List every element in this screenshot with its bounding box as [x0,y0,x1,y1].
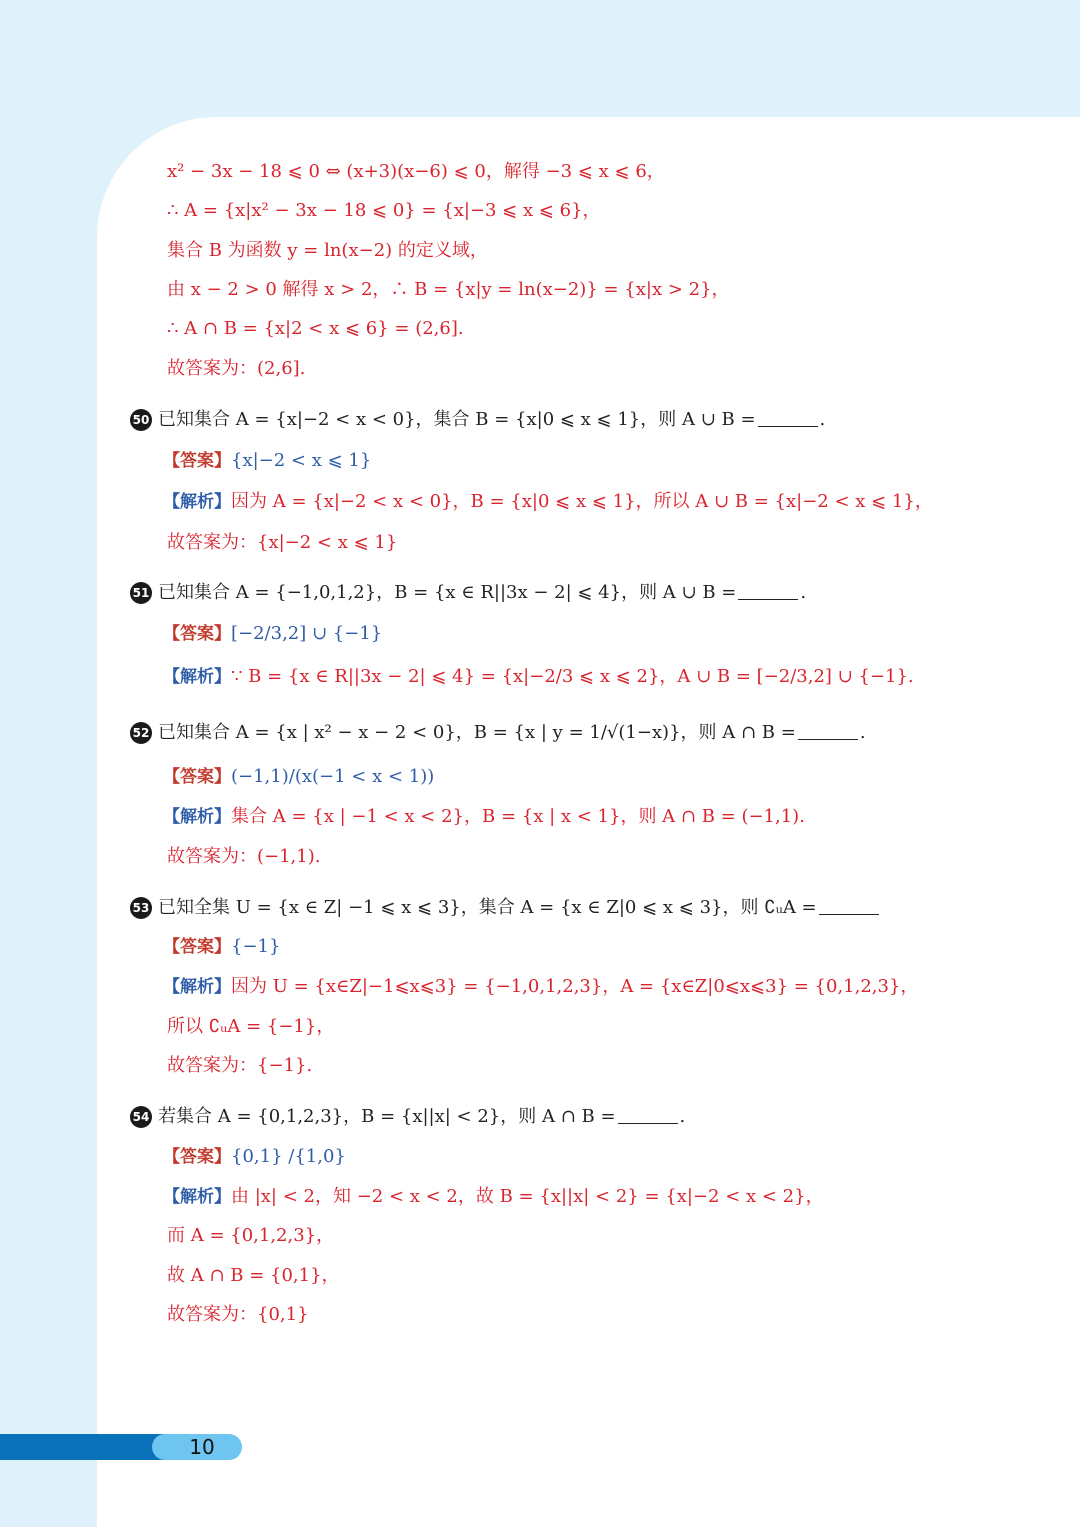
answer-line [163,1145,346,1169]
solution-line: 由 x − 2 > 0 解得 x > 2，∴ B = {x|y = ln(x−2)} = {x|x > 2}， [167,279,730,300]
analysis-line [163,975,918,999]
answer-value: (−1,1)/(x(−1 < x < 1)) [231,766,435,787]
question-54: 54 若集合 A = {0,1,2,3}，B = {x||x| < 2}，则 A ∩ B = . [130,1105,685,1129]
question-text: 已知集合 A = {x|−2 < x < 0}，集合 B = {x|0 ⩽ x ⩽ 1}，则 A ∪ B = [158,409,756,430]
question-number-badge: 54 [130,1106,152,1128]
analysis-text: 因为 U = {x∈Z|−1⩽x⩽3} = {−1,0,1,2,3}，A = {x∈Z|0⩽x⩽3} = {0,1,2,3}， [231,976,919,997]
answer-blank [798,725,858,740]
analysis-tag: 【解析】 [163,1187,231,1207]
page-number-bar [0,1434,170,1460]
final-answer-line: 故答案为：{−1}. [167,1055,313,1076]
page-number: 10 [189,1435,215,1459]
answer-blank [738,585,798,600]
answer-value: {x|−2 < x ⩽ 1} [231,450,372,471]
analysis-line [163,490,933,514]
question-51: 51 已知集合 A = {−1,0,1,2}，B = {x ∈ R||3x − 2| ⩽ 4}，则 A ∪ B = . [130,581,806,605]
question-text: 若集合 A = {0,1,2,3}，B = {x||x| < 2}，则 A ∩ B = [158,1106,616,1127]
solution-line: x² − 3x − 18 ⩽ 0 ⇔ (x+3)(x−6) ⩽ 0，解得 −3 ⩽ x ⩽ 6， [167,161,665,182]
answer-blank [819,900,879,915]
answer-line [163,449,371,473]
solution-line: 而 A = {0,1,2,3}， [167,1225,335,1246]
answer-tag: 【答案】 [163,937,231,957]
question-text: 已知集合 A = {−1,0,1,2}，B = {x ∈ R||3x − 2| ⩽ 4}，则 A ∪ B = [158,582,737,603]
answer-tag: 【答案】 [163,767,231,787]
solution-line: 故 A ∩ B = {0,1}， [167,1265,340,1286]
analysis-tag: 【解析】 [163,977,231,997]
question-52: 52 已知集合 A = {x | x² − x − 2 < 0}，B = {x | y = 1/√(1−x)}，则 A ∩ B = . [130,721,866,745]
analysis-tag: 【解析】 [163,807,231,827]
analysis-line [163,1185,824,1209]
final-answer-line: 故答案为：(−1,1). [167,846,321,867]
question-text: 已知全集 U = {x ∈ Z| −1 ⩽ x ⩽ 3}，集合 A = {x ∈ Z|0 ⩽ x ⩽ 3}，则 ∁ᵤA = [158,897,817,918]
solution-line: ∴ A = {x|x² − 3x − 18 ⩽ 0} = {x|−3 ⩽ x ⩽ 6}， [167,200,601,221]
answer-line [163,935,280,959]
answer-tag: 【答案】 [163,1147,231,1167]
answer-line [163,622,382,646]
answer-value: [−2/3,2] ∪ {−1} [231,623,383,644]
answer-line [163,765,434,789]
answer-value: {0,1} /{1,0} [231,1146,346,1167]
solution-line: 集合 B 为函数 y = ln(x−2) 的定义域， [167,240,488,261]
question-number-badge: 52 [130,722,152,744]
answer-tag: 【答案】 [163,451,231,471]
analysis-tag: 【解析】 [163,492,231,512]
analysis-text: 集合 A = {x | −1 < x < 2}，B = {x | x < 1}，则 A ∩ B = (−1,1). [231,806,805,827]
analysis-line [163,805,805,829]
question-number-badge: 51 [130,582,152,604]
question-text: 已知集合 A = {x | x² − x − 2 < 0}，B = {x | y = 1/√(1−x)}，则 A ∩ B = [158,722,796,743]
answer-value: {−1} [231,936,281,957]
analysis-text: 由 |x| < 2，知 −2 < x < 2，故 B = {x||x| < 2} = {x|−2 < x < 2}， [231,1186,824,1207]
question-number-badge: 53 [130,897,152,919]
answer-blank [758,412,818,427]
final-answer-line: 故答案为：{0,1} [167,1304,309,1325]
question-number-badge: 50 [130,409,152,431]
solution-line: ∴ A ∩ B = {x|2 < x ⩽ 6} = (2,6]. [167,318,464,339]
analysis-text: 因为 A = {x|−2 < x < 0}，B = {x|0 ⩽ x ⩽ 1}，所以 A ∪ B = {x|−2 < x ⩽ 1}， [231,491,933,512]
analysis-line [163,665,914,689]
answer-blank [618,1109,678,1124]
question-53 [130,896,881,920]
final-answer-line: 故答案为：(2,6]. [167,358,306,379]
analysis-text: ∵ B = {x ∈ R||3x − 2| ⩽ 4} = {x|−2/3 ⩽ x ⩽ 2}，A ∪ B = [−2/3,2] ∪ {−1}. [231,666,914,687]
answer-tag: 【答案】 [163,624,231,644]
question-50: 50 已知集合 A = {x|−2 < x < 0}，集合 B = {x|0 ⩽ x ⩽ 1}，则 A ∪ B = . [130,408,825,432]
final-answer-line: 故答案为：{x|−2 < x ⩽ 1} [167,532,398,553]
solution-line: 所以 ∁ᵤA = {−1}， [167,1016,335,1037]
analysis-tag: 【解析】 [163,667,231,687]
